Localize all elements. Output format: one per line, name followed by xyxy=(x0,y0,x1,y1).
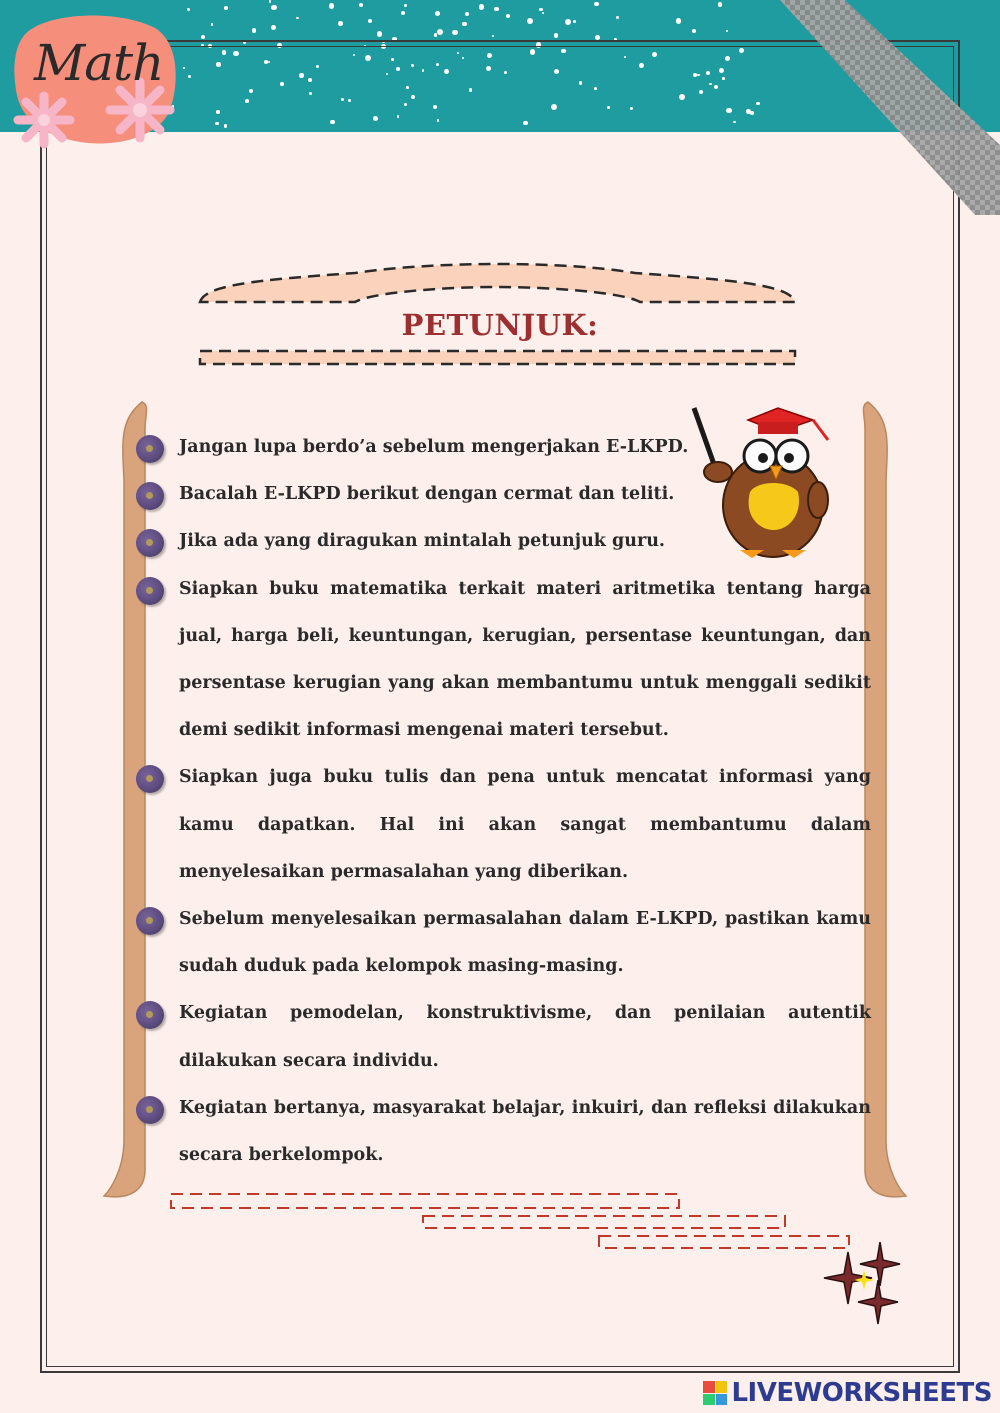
purple-button-bullet-icon xyxy=(136,1096,164,1124)
snow-dot xyxy=(211,23,213,25)
list-item xyxy=(136,424,871,471)
purple-button-bullet-icon xyxy=(136,1001,164,1029)
snow-dot xyxy=(726,30,728,32)
snow-dot xyxy=(377,31,383,37)
snow-dot xyxy=(224,6,228,10)
snow-dot xyxy=(201,35,205,39)
math-badge-label: Math xyxy=(34,34,164,92)
instruction-list xyxy=(136,424,871,1179)
list-item xyxy=(136,1085,871,1179)
list-item xyxy=(136,518,871,565)
snow-dot xyxy=(359,3,363,7)
tape-decoration xyxy=(760,0,1000,230)
list-item xyxy=(136,990,871,1084)
instruction-text: Jangan lupa berdo’a sebelum mengerjakan E-LKPD. xyxy=(179,437,689,457)
snow-dot xyxy=(404,4,407,7)
instruction-text: Sebelum menyelesaikan permasalahan dalam E-LKPD, pastikan kamu sudah duduk pada kelompok masing-masing. xyxy=(179,909,871,977)
snow-dot xyxy=(271,25,276,30)
instruction-text: Siapkan juga buku tulis dan pena untuk mencatat informasi yang kamu dapatkan. Hal ini akan sangat membantumu dalam menyelesaikan permasalahan yang diberikan. xyxy=(179,767,871,882)
instruction-text: Kegiatan pemodelan, konstruktivisme, dan penilaian autentik dilakukan secara individu. xyxy=(179,1003,871,1071)
liveworksheets-brand: LIVEWORKSHEETS xyxy=(731,1378,992,1408)
snow-dot xyxy=(368,19,372,23)
snow-dot xyxy=(494,7,498,11)
list-item xyxy=(136,566,871,755)
snow-dot xyxy=(338,21,343,26)
snow-dot xyxy=(527,18,533,24)
snow-dot xyxy=(565,19,571,25)
snow-dot xyxy=(435,11,440,16)
liveworksheets-logo xyxy=(703,1378,992,1408)
snow-dot xyxy=(542,12,544,14)
snow-dot xyxy=(595,35,600,40)
page-title: PETUNJUK: xyxy=(401,308,599,342)
instruction-text: Siapkan buku matematika terkait materi aritmetika tentang harga jual, harga beli, keuntungan, kerugian, persentase keuntungan, dan persentase kerugian yang akan membantumu untuk menggali sedikit demi sedikit informasi mengenai materi tersebut. xyxy=(179,578,871,741)
snow-dot xyxy=(462,22,466,26)
snow-dot xyxy=(594,2,599,7)
instruction-text: Kegiatan bertanya, masyarakat belajar, inkuiri, dan refleksi dilakukan secara berkelompok. xyxy=(179,1097,871,1166)
purple-button-bullet-icon xyxy=(136,435,164,463)
list-item xyxy=(136,471,871,518)
snow-dot xyxy=(452,30,458,36)
snow-dot xyxy=(187,8,190,11)
snow-dot xyxy=(492,35,494,37)
snow-dot xyxy=(539,8,542,11)
snow-dot xyxy=(437,29,443,35)
instruction-text: Bacalah E-LKPD berikut dengan cermat dan teliti. xyxy=(179,484,675,505)
purple-button-bullet-icon xyxy=(136,529,164,557)
liveworksheets-logo-icon xyxy=(703,1381,727,1405)
snow-dot xyxy=(296,17,298,19)
purple-button-bullet-icon xyxy=(136,907,164,935)
snow-dot xyxy=(269,0,272,3)
snow-dot xyxy=(329,3,335,9)
snow-dot xyxy=(676,18,681,23)
snow-dot xyxy=(271,5,276,10)
snow-dot xyxy=(479,4,485,10)
snow-dot xyxy=(554,33,559,38)
sparkle-stars-icon xyxy=(818,1238,908,1328)
list-item xyxy=(136,754,871,896)
list-item xyxy=(136,896,871,990)
bottom-dashed-decoration xyxy=(165,1190,865,1255)
purple-button-bullet-icon xyxy=(136,765,164,793)
snow-dot xyxy=(692,29,697,34)
snow-dot xyxy=(506,14,510,18)
snow-dot xyxy=(401,11,405,15)
snow-dot xyxy=(465,12,470,17)
snow-dot xyxy=(616,16,619,19)
purple-button-bullet-icon xyxy=(136,482,164,510)
snow-dot xyxy=(434,33,438,37)
instruction-text: Jika ada yang diragukan mintalah petunjuk guru. xyxy=(179,531,666,552)
snow-dot xyxy=(718,2,722,6)
snow-dot xyxy=(252,28,257,33)
snow-dot xyxy=(573,20,576,23)
purple-button-bullet-icon xyxy=(136,577,164,605)
